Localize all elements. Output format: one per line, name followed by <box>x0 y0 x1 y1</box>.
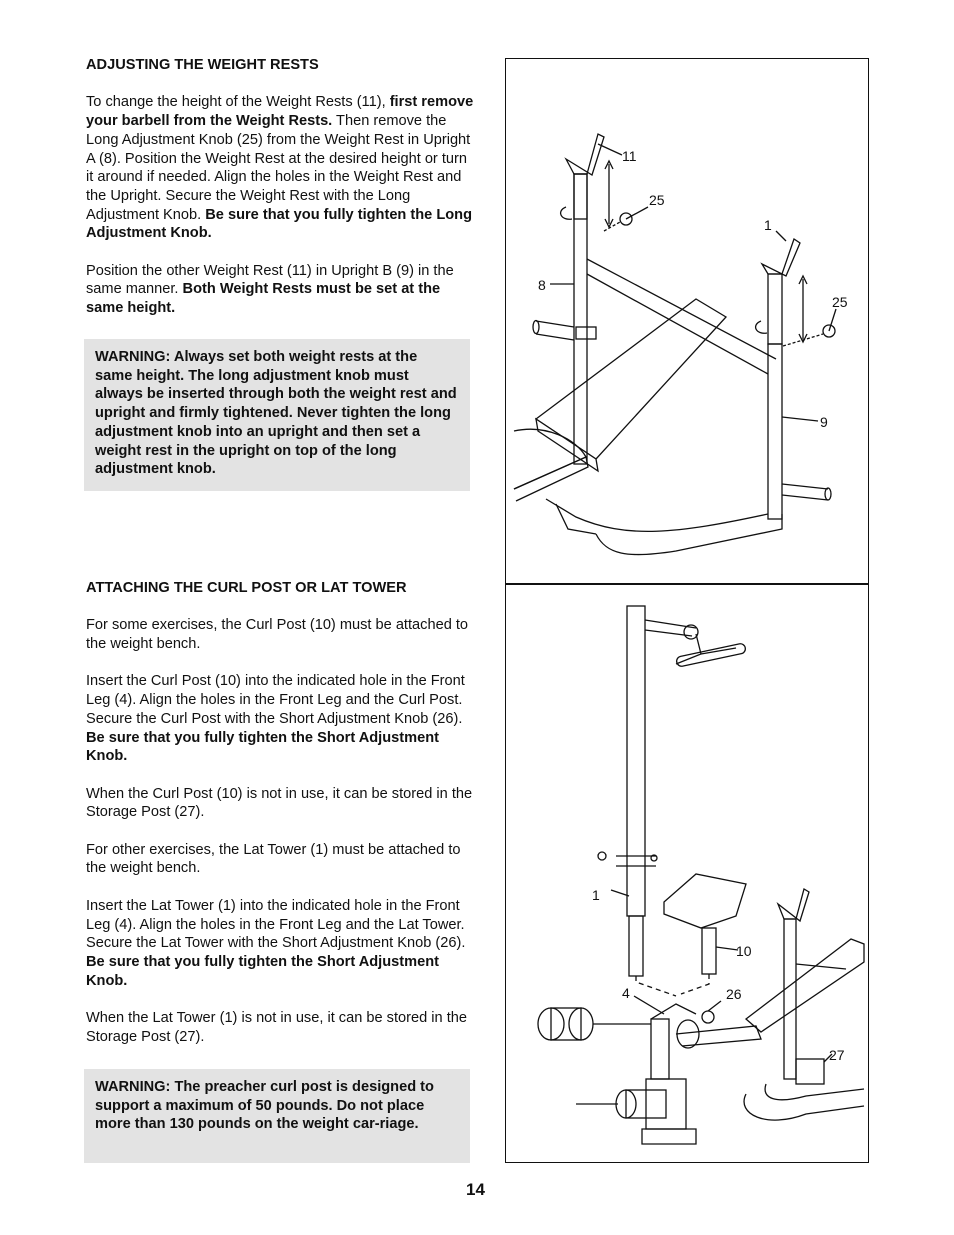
weight-rest-illustration <box>506 59 869 585</box>
instruction-paragraph <box>86 93 478 243</box>
page-number: 14 <box>466 1180 485 1199</box>
text-run: Insert the Lat Tower (1) into the indicated hole in the Front Leg (4). Align the holes in the Front Leg and the Lat Tower. Secure the Lat Tower with the Short Adjustment Knob (26). <box>86 897 466 952</box>
warning-box-weight-rests <box>84 339 470 491</box>
figure-weight-rests <box>505 58 869 585</box>
callout-4: 4 <box>622 985 630 1001</box>
callout-27: 27 <box>829 1047 845 1063</box>
callout-25: 25 <box>649 192 665 208</box>
warning-box-curl-post <box>84 1069 470 1163</box>
bold-text-run: Be sure that you fully tighten the Short Adjustment Knob. <box>86 953 439 989</box>
warning-text: WARNING: Always set both weight rests at the same height. The long adjustment knob must always be inserted through both the weight rest and upright and firmly tightened. Never tighten the long adjustment knob into an upright and then set a weight rest in the upright on top of the long adjustment knob. <box>95 349 457 478</box>
instruction-paragraph: When the Lat Tower (1) is not in use, it can be stored in the Storage Post (27). <box>86 1010 467 1045</box>
section-weight-rests <box>86 56 478 318</box>
lat-tower-illustration <box>506 584 869 1163</box>
section-curl-post-lat-tower <box>86 579 478 1046</box>
instruction-paragraph: For some exercises, the Curl Post (10) must be attached to the weight bench. <box>86 617 469 653</box>
callout-8: 8 <box>538 277 546 293</box>
instruction-paragraph: When the Curl Post (10) is not in use, it can be stored in the Storage Post (27). <box>86 785 473 821</box>
section-heading-weight-rests: ADJUSTING THE WEIGHT RESTS <box>86 57 319 73</box>
instruction-paragraph <box>86 262 478 318</box>
callout-1-lat-tower: 1 <box>592 887 600 903</box>
callout-11: 11 <box>622 148 637 164</box>
instruction-paragraph: For other exercises, the Lat Tower (1) must be attached to the weight bench. <box>86 841 461 877</box>
text-run: Then remove the Long Adjustment Knob (25) from the Weight Rest in Upright A (8). Position the Weight Rest at the desired height or turn it around if needed. Align the holes in the Weight Rest and the Upright. Secure the Weight Rest with the Long Adjustment Knob. <box>86 113 471 223</box>
bold-text-run: Both Weight Rests must be set at the same height. <box>86 281 441 317</box>
text-run: Position the other Weight Rest (11) in Upright B (9) in the same manner. <box>86 262 454 298</box>
figure-curl-post-lat-tower <box>505 583 869 1163</box>
bold-text-run: Be sure that you fully tighten the Short Adjustment Knob. <box>86 729 439 765</box>
warning-text: WARNING: The preacher curl post is designed to support a maximum of 50 pounds. Do not place more than 130 pounds on the weight car-riage. <box>95 1079 434 1133</box>
instruction-paragraph <box>86 672 478 766</box>
callout-10: 10 <box>736 943 752 959</box>
bold-text-run: first remove your barbell from the Weight Rests. <box>86 94 474 130</box>
callout-9: 9 <box>820 414 828 430</box>
text-run: Insert the Curl Post (10) into the indicated hole in the Front Leg (4). Align the holes in the Front Leg and the Curl Post. Secure the Curl Post with the Short Adjustment Knob (26). <box>86 673 465 727</box>
instruction-paragraph <box>86 897 478 991</box>
section-heading-curl-post: ATTACHING THE CURL POST OR LAT TOWER <box>86 580 407 596</box>
callout-25-b: 25 <box>832 294 848 310</box>
text-run: To change the height of the Weight Rests (11), <box>86 94 390 111</box>
callout-1: 1 <box>764 217 772 233</box>
callout-26: 26 <box>726 986 742 1002</box>
bold-text-run: Be sure that you fully tighten the Long Adjustment Knob. <box>86 206 473 242</box>
